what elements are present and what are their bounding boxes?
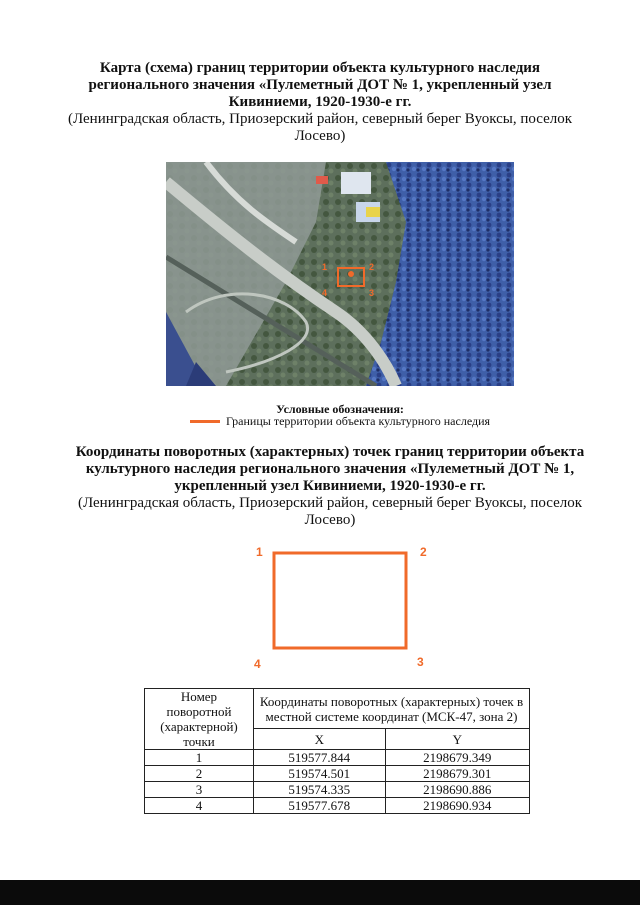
map-subtitle: (Ленинградская область, Приозерский район, северный берег Вуоксы, поселок Лосево) xyxy=(67,111,573,144)
schema-point-1: 1 xyxy=(256,545,263,559)
map-point-3: 3 xyxy=(369,288,375,298)
coords-title-text: Координаты поворотных (характерных) точек границ территории объекта культурного наследия регионального значения «Пулеметный ДОТ № 1, укрепленный узел Кивиниеми, 1920-1930-е гг. xyxy=(75,444,585,494)
row-x: 519574.335 xyxy=(254,782,386,798)
table-row xyxy=(145,798,530,814)
table-header-row xyxy=(145,689,530,729)
table-row xyxy=(145,782,530,798)
coords-subtitle: (Ленинградская область, Приозерский район, северный берег Вуоксы, поселок Лосево) xyxy=(77,495,583,528)
row-y: 2198679.301 xyxy=(385,766,529,782)
x-header: X xyxy=(254,729,386,750)
map-point-4: 4 xyxy=(322,288,328,298)
coords-title xyxy=(70,444,590,529)
row-number: 2 xyxy=(145,766,254,782)
boundary-schema xyxy=(250,540,440,670)
row-y: 2198690.886 xyxy=(385,782,529,798)
row-x: 519577.844 xyxy=(254,750,386,766)
legend-boundary-line xyxy=(190,420,220,423)
row-number: 1 xyxy=(145,750,254,766)
map-image xyxy=(166,162,514,386)
y-header: Y xyxy=(385,729,529,750)
row-x: 519577.678 xyxy=(254,798,386,814)
map-point-1: 1 xyxy=(322,262,328,272)
legend-item-text: Границы территории объекта культурного наследия xyxy=(226,414,491,428)
col-number-header: Номер поворотной (характерной) точки xyxy=(145,689,254,750)
satellite-map xyxy=(166,162,514,386)
legend-heading: Условные обозначения: xyxy=(276,402,404,416)
table-row xyxy=(145,766,530,782)
scan-edge-bar xyxy=(0,880,640,905)
map-title xyxy=(60,60,580,145)
row-number: 3 xyxy=(145,782,254,798)
map-point-2: 2 xyxy=(369,262,375,272)
row-y: 2198690.934 xyxy=(385,798,529,814)
coords-group-header: Координаты поворотных (характерных) точек в местной системе координат (МСК-47, зона 2) xyxy=(254,689,530,729)
map-title-text: Карта (схема) границ территории объекта культурного наследия регионального значения «Пулеметный ДОТ № 1, укрепленный узел Кивиниеми, 1920-1930-е гг. xyxy=(88,60,552,110)
row-y: 2198679.349 xyxy=(385,750,529,766)
coordinates-table xyxy=(144,688,530,814)
schema-point-4: 4 xyxy=(254,657,261,671)
table-row xyxy=(145,750,530,766)
row-number: 4 xyxy=(145,798,254,814)
schema-rectangle xyxy=(250,540,440,670)
schema-point-3: 3 xyxy=(417,655,424,669)
schema-point-2: 2 xyxy=(420,545,427,559)
row-x: 519574.501 xyxy=(254,766,386,782)
